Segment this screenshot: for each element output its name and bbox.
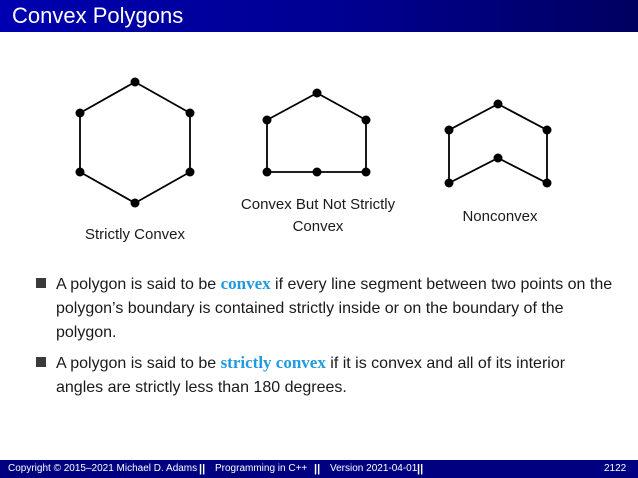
convex-not-strict-pentagon [267,93,366,172]
vertex [76,109,85,118]
vertex [263,168,272,177]
vertex [313,168,322,177]
title-bar [0,0,638,32]
vertex [543,179,552,188]
nonconvex-label: Nonconvex [462,208,538,225]
footer-separator: || [417,463,424,475]
slide-title: Convex Polygons [12,3,184,28]
vertex [186,168,195,177]
square-bullet-icon [36,278,46,288]
bullet-text [56,272,616,345]
square-bullet-icon [36,357,46,367]
vertex [543,126,552,135]
vertex [313,89,322,98]
vertex [445,179,454,188]
footer-page-number: 2122 [604,463,627,474]
vertex [362,168,371,177]
vertex [186,109,195,118]
vertex [76,168,85,177]
bullet-text-pre: A polygon is said to be [56,355,221,372]
bullet-text-post: if every line segment between two points on the polygon’s boundary is contained strictly inside or on the boundary of the polygon. [56,276,613,341]
footer-copyright: Copyright © 2015–2021 Michael D. Adams [8,463,198,474]
nonconvex-polygon [449,104,547,183]
footer-version: Version 2021-04-01 [330,463,418,474]
convex-not-strictly-label-line1: Convex But Not Strictly [240,196,396,213]
vertex [131,199,140,208]
convex-not-strictly-label-line2: Convex [292,218,344,235]
bullet-text-post: if it is convex and all of its interior angles are strictly less than 180 degrees. [56,355,566,396]
bullet-convex-definition [36,272,616,345]
vertex [445,126,454,135]
vertex [131,78,140,87]
convex-not-strictly-label [218,194,418,238]
bullet-text [56,351,616,400]
polygon-figure [0,40,638,260]
bullet-text-pre: A polygon is said to be [56,276,221,293]
footer-separator: || [314,463,321,475]
bullet-strictly-convex-definition [36,351,616,400]
vertex [494,154,503,163]
strictly-convex-label: Strictly Convex [84,226,186,243]
footer-bar [0,460,638,478]
vertex [263,116,272,125]
vertex [362,116,371,125]
bullet-list [36,272,616,406]
footer-separator: || [199,463,206,475]
footer-course: Programming in C++ [215,463,308,474]
vertex [494,100,503,109]
term-strictly-convex: strictly convex [220,353,326,372]
term-convex: convex [220,274,271,293]
strictly-convex-hexagon [80,82,190,203]
